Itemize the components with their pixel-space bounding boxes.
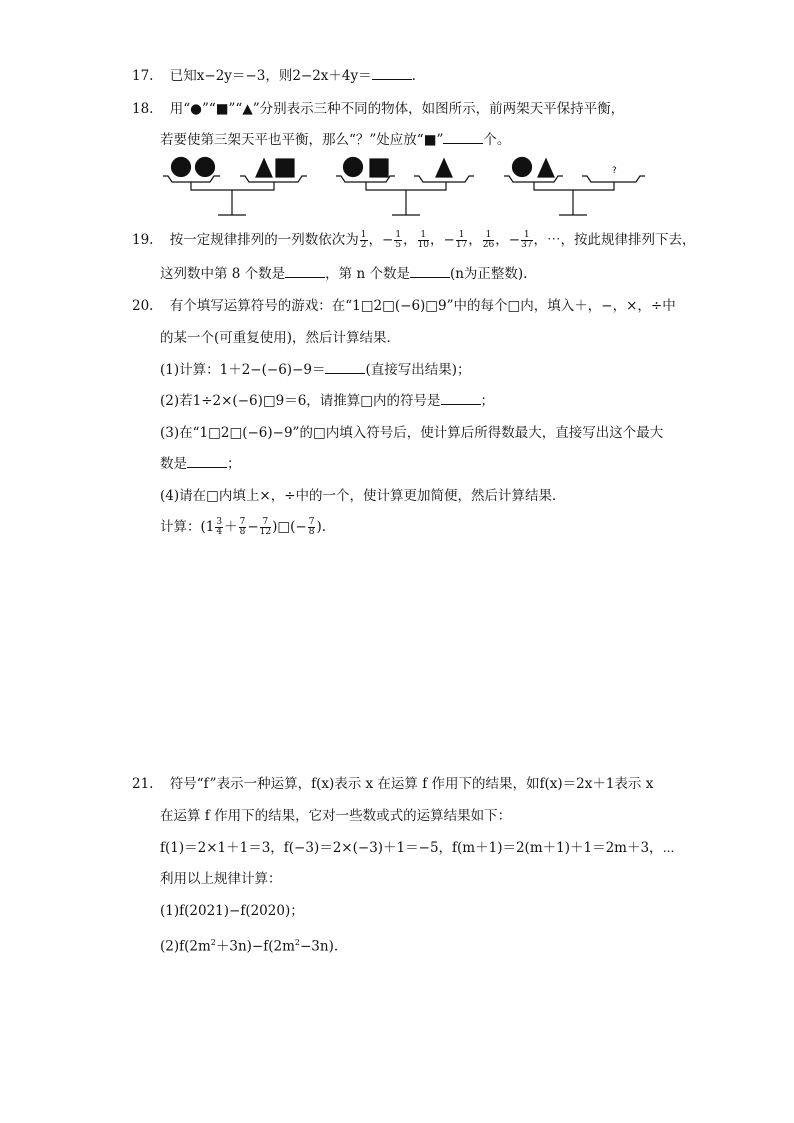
question-17: 17. 已知x−2y＝−3，则2−2x＋4y＝ . — [132, 68, 416, 84]
question-18-line2: 若要使第三架天平也平衡，那么“？”处应放“■” 个。 — [160, 132, 511, 148]
answer-blank[interactable] — [325, 361, 365, 374]
fraction: $\frac{7}{12}$ — [259, 517, 272, 537]
question-number: 17. — [132, 68, 154, 84]
fraction: $\frac{1}{17}$ — [455, 230, 468, 250]
question-number: 21. — [132, 776, 154, 792]
answer-blank-1[interactable] — [285, 265, 325, 278]
fraction-sequence: $\frac{1}{2}$ ，− $\frac{1}{5}$ ， $\frac{1}{10}$ ，− $\frac{1}{17}$ ， $\frac{1}{26}$ ，− $\frac{1}{37}$ — [360, 230, 533, 250]
q21-part-1: (1)f(2021)−f(2020)； — [160, 903, 304, 919]
fraction: $\frac{1}{2}$ — [360, 230, 367, 250]
q20-part-2: (2)若1÷2×(−6)□9＝6，请推算□内的符号是 ； — [160, 393, 495, 409]
question-mark-label: ? — [612, 166, 617, 176]
balance-3 — [504, 158, 645, 216]
question-18 — [132, 100, 624, 118]
fraction: $\frac{1}{26}$ — [482, 230, 495, 250]
answer-blank[interactable] — [443, 131, 483, 144]
question-21-line4: 利用以上规律计算： — [160, 871, 282, 887]
question-number: 19. — [132, 232, 154, 248]
q20-part-1: (1)计算：1＋2−(−6)−9＝ (直接写出结果)； — [160, 362, 471, 378]
question-number: 18. — [132, 101, 154, 117]
q21-part-2: $(2)f(2m^2+3n)-f(2m^2-3n)$. — [160, 938, 339, 955]
question-21: 21. 符号“f”表示一种运算，f(x)表示 x 在运算 f 作用下的结果，如f(x)＝2x＋1表示 x — [132, 776, 654, 792]
fraction: $\frac{1}{10}$ — [417, 230, 430, 250]
question-21-line3: f(1)＝2×1＋1＝3，f(−3)＝2×(−3)＋1＝−5，f(m＋1)＝2(m＋1)＋1＝2m＋3，⋯ — [160, 840, 675, 856]
q20-calc: 计算：(1 $\frac{3}{4}$ ＋ $\frac{7}{8}$ − $\frac{7}{12}$ )□(− $\frac{7}{8}$ ). — [160, 517, 326, 537]
balance-2 — [336, 158, 474, 216]
fraction: $\frac{1}{37}$ — [521, 230, 533, 250]
balance-diagram — [160, 150, 660, 220]
fraction: $\frac{1}{5}$ — [395, 230, 402, 250]
question-20-line2: 的某一个(可重复使用)，然后计算结果． — [160, 330, 401, 346]
question-21-line2: 在运算 f 作用下的结果，它对一些数或式的运算结果如下： — [160, 808, 512, 824]
fraction: $\frac{7}{8}$ — [239, 517, 246, 537]
question-number: 20. — [132, 298, 154, 314]
q20-part-4: (4)请在□内填上×，÷中的一个，使计算更加简便，然后计算结果． — [160, 488, 566, 504]
fraction: $\frac{7}{8}$ — [308, 517, 315, 537]
balance-1 — [163, 158, 307, 216]
question-20: 20. 有个填写运算符号的游戏：在“1□2□(−6)□9”中的每个□内，填入＋，−，×，÷中 — [132, 298, 676, 314]
answer-blank-2[interactable] — [410, 265, 450, 278]
question-text: 用“●”“■”“▲”分别表示三种不同的物体，如图所示，前两架天平保持平衡， — [169, 101, 625, 117]
question-19-line2: 这列数中第 8 个数是 ，第 n 个数是 (n为正整数). — [160, 266, 528, 282]
fraction: $\frac{3}{4}$ — [216, 517, 223, 537]
answer-blank[interactable] — [372, 67, 412, 80]
question-text: 已知x−2y＝−3，则2−2x＋4y＝ — [169, 68, 372, 84]
answer-blank[interactable] — [187, 455, 227, 468]
question-19: 19. 按一定规律排列的一列数依次为 $\frac{1}{2}$ ，− $\frac{1}{5}$ ， $\frac{1}{10}$ ，− $\frac{1}{17}$ ， $\frac{1}{26}$ ，− $\frac{1}{37}$ ，⋯，按此规律排列下去， — [132, 230, 696, 250]
q20-part-3: (3)在“1□2□(−6)−9”的□内填入符号后，使计算后所得数最大，直接写出这个最大 — [160, 425, 664, 441]
q20-part-3-line2: 数是 ； — [160, 456, 241, 472]
answer-blank[interactable] — [441, 392, 481, 405]
